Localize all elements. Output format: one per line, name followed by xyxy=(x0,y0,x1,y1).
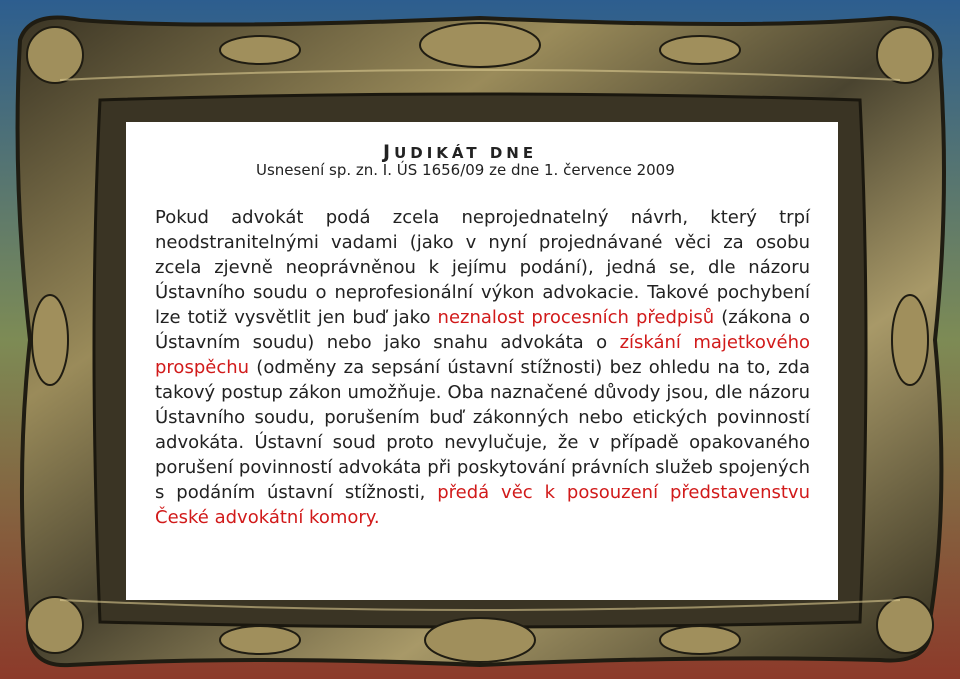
page-title: JUDIKÁT DNE xyxy=(383,141,538,163)
judgment-text xyxy=(155,205,810,530)
text-segment: (zákona o Ústavním soudu) nebo jako snahu advokáta o xyxy=(155,307,810,353)
text-segment: Pokud advokát podá zcela neprojednatelný návrh, který trpí neodstranitelnými vadami (jako v nyní projednávané věci za osobu zcela zjevně neoprávněnou k jejímu podání), jedná se, dle názoru Ústavního soudu o neprofesionální výkon advokacie. Takové pochybení lze totiž vysvětlit jen buď jako xyxy=(155,207,810,328)
highlight-segment: neznalost procesních předpisů xyxy=(437,307,715,328)
decision-reference: Usnesení sp. zn. I. ÚS 1656/09 ze dne 1. července 2009 xyxy=(256,161,675,179)
text-segment: (odměny za sepsání ústavní stížnosti) bez ohledu na to, zda takový postup zákon umožňuje. Oba naznačené důvody jsou, dle názoru Ústavního soudu, porušením buď zákonných nebo etických povinností advokáta. Ústavní soud proto nevylučuje, že v případě opakovaného porušení povinností advokáta při poskytování právních služeb spojených s podáním ústavní stížnosti, xyxy=(155,357,810,503)
highlight-segment: předá věc k posouzení představenstvu České advokátní komory. xyxy=(155,482,810,528)
highlight-segment: získání majetkového prospěchu xyxy=(155,332,810,378)
